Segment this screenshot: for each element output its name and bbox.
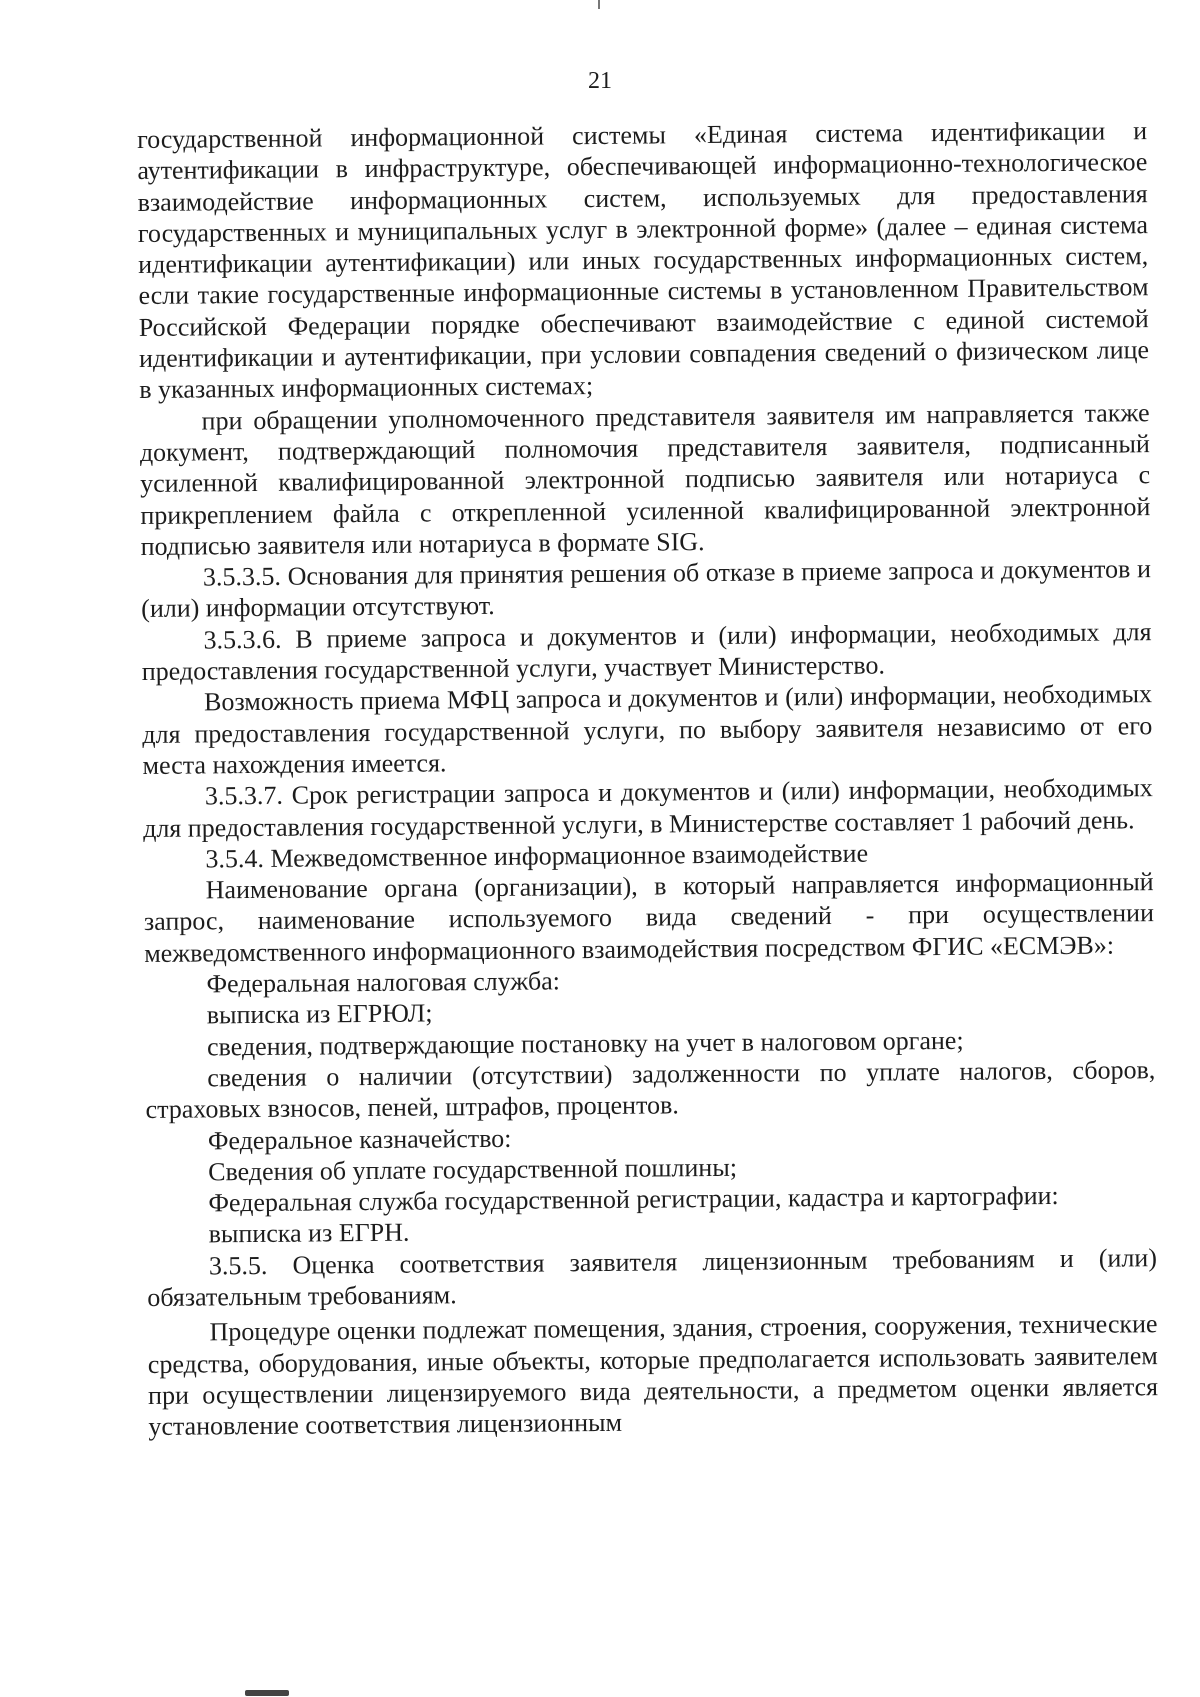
- list-item: сведения о наличии (отсутствии) задолженности по уплате налогов, сборов, страховых взносов, пеней, штрафов, процентов.: [145, 1055, 1156, 1125]
- paragraph: Наименование органа (организации), в который направляется информационный запрос, наименование используемого вида сведений - при осуществлении межведомственного информационного взаимодействия посредством ФГИС «ЕСМЭВ»:: [143, 867, 1155, 968]
- list-item: Федеральная налоговая служба:: [206, 966, 561, 999]
- list-item: выписка из ЕГРЮЛ;: [206, 998, 433, 1030]
- scan-artifact: [245, 1690, 289, 1696]
- paragraph: 3.5.3.5. Основания для принятия решения об отказе в приеме запроса и документов и (или) информации отсутствуют.: [141, 554, 1152, 624]
- paragraph: государственной информационной системы «Единая система идентификации и аутентификации в инфраструктуре, обеспечивающей информационно-технологическое взаимодействие информационных систем, используемых для предоставления государственных и муниципальных услуг в электронной форме» (далее – единая система идентификации аутентификации) или иных государственных информационных систем, если такие государственные информационные системы в установленном Правительством Российской Федерации порядке обеспечивают взаимодействие с единой системой идентификации и аутентификации, при условии совпадения сведений о физическом лице в указанных информационных системах;: [137, 116, 1150, 405]
- page-number: 21: [588, 68, 612, 94]
- list-item: Сведения об уплате государственной пошлины;: [208, 1152, 738, 1187]
- paragraph: 3.5.3.7. Срок регистрации запроса и документов и (или) информации, необходимых для предоставления государственной услуги, в Министерстве составляет 1 рабочий день.: [143, 773, 1153, 843]
- paragraph: Процедуре оценки подлежат помещения, здания, строения, сооружения, технические средства, оборудования, иные объекты, которые предполагается использовать заявителем при осуществлении лицензируемого вида деятельности, а предметом оценки является установление соответствия лицензионным: [147, 1309, 1159, 1442]
- section-heading: 3.5.4. Межведомственное информационное взаимодействие: [205, 838, 869, 874]
- paragraph: 3.5.3.6. В приеме запроса и документов и (или) информации, необходимых для предоставления государственной услуги, участвует Министерство.: [141, 616, 1152, 687]
- list-item: сведения, подтверждающие постановку на учет в налоговом органе;: [206, 1025, 964, 1062]
- paragraph: при обращении уполномоченного представителя заявителя им направляется также документ, подтверждающий полномочия представителя заявителя, подписанный усиленной квалифицированной электронной подписью заявителя или нотариуса с прикреплением файла с открепленной усиленной квалифицированной электронной подписью заявителя или нотариуса в формате SIG.: [139, 397, 1151, 561]
- list-item: Федеральное казначейство:: [207, 1123, 512, 1155]
- scan-artifact: [598, 0, 600, 9]
- document-body: [137, 115, 1158, 1442]
- paragraph: Возможность приема МФЦ запроса и документов и (или) информации, необходимых для предоставления государственной услуги, по выбору заявителя независимо от его места нахождения имеется.: [142, 679, 1153, 780]
- list-item: выписка из ЕГРН.: [208, 1218, 410, 1249]
- list-item: Федеральная служба государственной регистрации, кадастра и картографии:: [208, 1181, 1059, 1218]
- paragraph: 3.5.5. Оценка соответствия заявителя лицензионным требованиям и (или) обязательным требованиям.: [147, 1242, 1158, 1312]
